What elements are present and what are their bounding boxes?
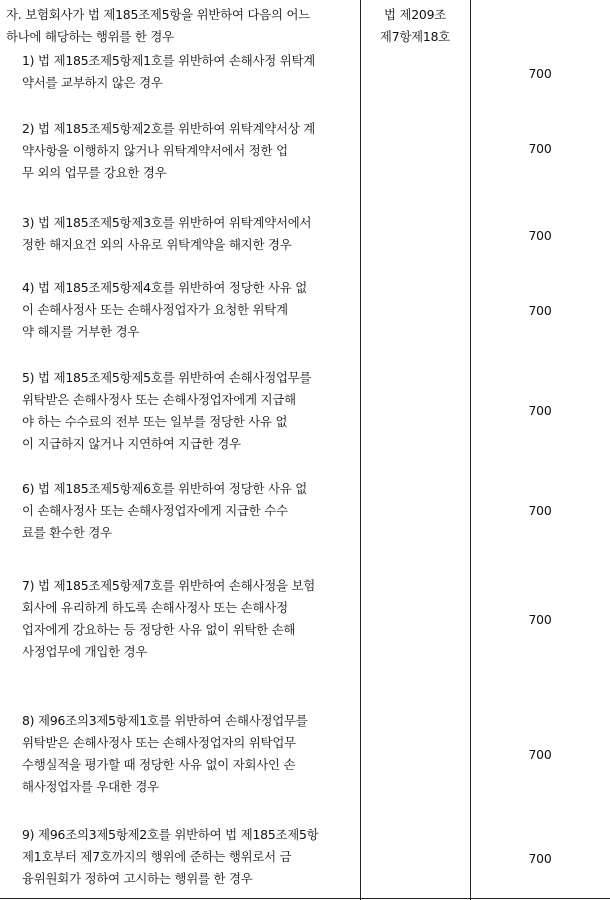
item-8-text: 8) 제96조의3제5항제1호를 위반하여 손해사정업무를 위탁받은 손해사정사 또는 손해사정업자의 위탁업무 수행실적을 평가할 때 정당한 사유 없이 자회사인 손 해사정업자를 우대한 경우 <box>22 713 308 794</box>
section-heading: 자. 보험회사가 법 제185조제5항을 위반하여 다음의 어느 하나에 해당하는 행위를 한 경우 <box>6 7 311 44</box>
item-8-amount: 700 <box>528 747 552 762</box>
law-reference: 법 제209조 제7항제18호 <box>379 7 451 44</box>
bottom-border <box>0 898 610 899</box>
item-9-amount: 700 <box>528 851 552 866</box>
item-1-amount: 700 <box>528 66 552 81</box>
item-3-text: 3) 법 제185조제5항제3호를 위반하여 위탁계약서에서 정한 해지요건 외의 사유로 위탁계약을 해지한 경우 <box>22 215 312 252</box>
item-6-text: 6) 법 제185조제5항제6호를 위반하여 정당한 사유 없 이 손해사정사 또는 손해사정업자에게 지급한 수수 료를 환수한 경우 <box>22 481 308 540</box>
item-2-amount: 700 <box>528 141 552 156</box>
column-divider-left <box>360 0 361 900</box>
item-4-amount: 700 <box>528 303 552 318</box>
item-6-amount: 700 <box>528 503 552 518</box>
item-1-text: 1) 법 제185조제5항제1호를 위반하여 손해사정 위탁계 약서를 교부하지 않은 경우 <box>22 53 316 90</box>
item-4-text: 4) 법 제185조제5항제4호를 위반하여 정당한 사유 없 이 손해사정사 또는 손해사정업자가 요청한 위탁계 약 해지를 거부한 경우 <box>22 280 308 339</box>
item-7-text: 7) 법 제185조제5항제7호를 위반하여 손해사정을 보험 회사에 유리하게 하도록 손해사정사 또는 손해사정 업자에게 강요하는 등 정당한 사유 없이 위탁한 손해 사정업무에 개입한 경우 <box>22 578 316 659</box>
item-7-amount: 700 <box>528 612 552 627</box>
item-5-text: 5) 법 제185조제5항제5호를 위반하여 손해사정업무를 위탁받은 손해사정사 또는 손해사정업자에게 지급해 야 하는 수수료의 전부 또는 일부를 정당한 사유 없 이 지급하지 않거나 지연하여 지급한 경우 <box>22 370 312 451</box>
item-9-text: 9) 제96조의3제5항제2호를 위반하여 법 제185조제5항 제1호부터 제7호까지의 행위에 준하는 행위로서 금 융위원회가 정하여 고시하는 행위를 한 경우 <box>22 827 319 886</box>
item-5-amount: 700 <box>528 403 552 418</box>
item-3-amount: 700 <box>528 228 552 243</box>
item-2-text: 2) 법 제185조제5항제2호를 위반하여 위탁계약서상 계 약사항을 이행하지 않거나 위탁계약서에서 정한 업 무 외의 업무를 강요한 경우 <box>22 121 316 180</box>
